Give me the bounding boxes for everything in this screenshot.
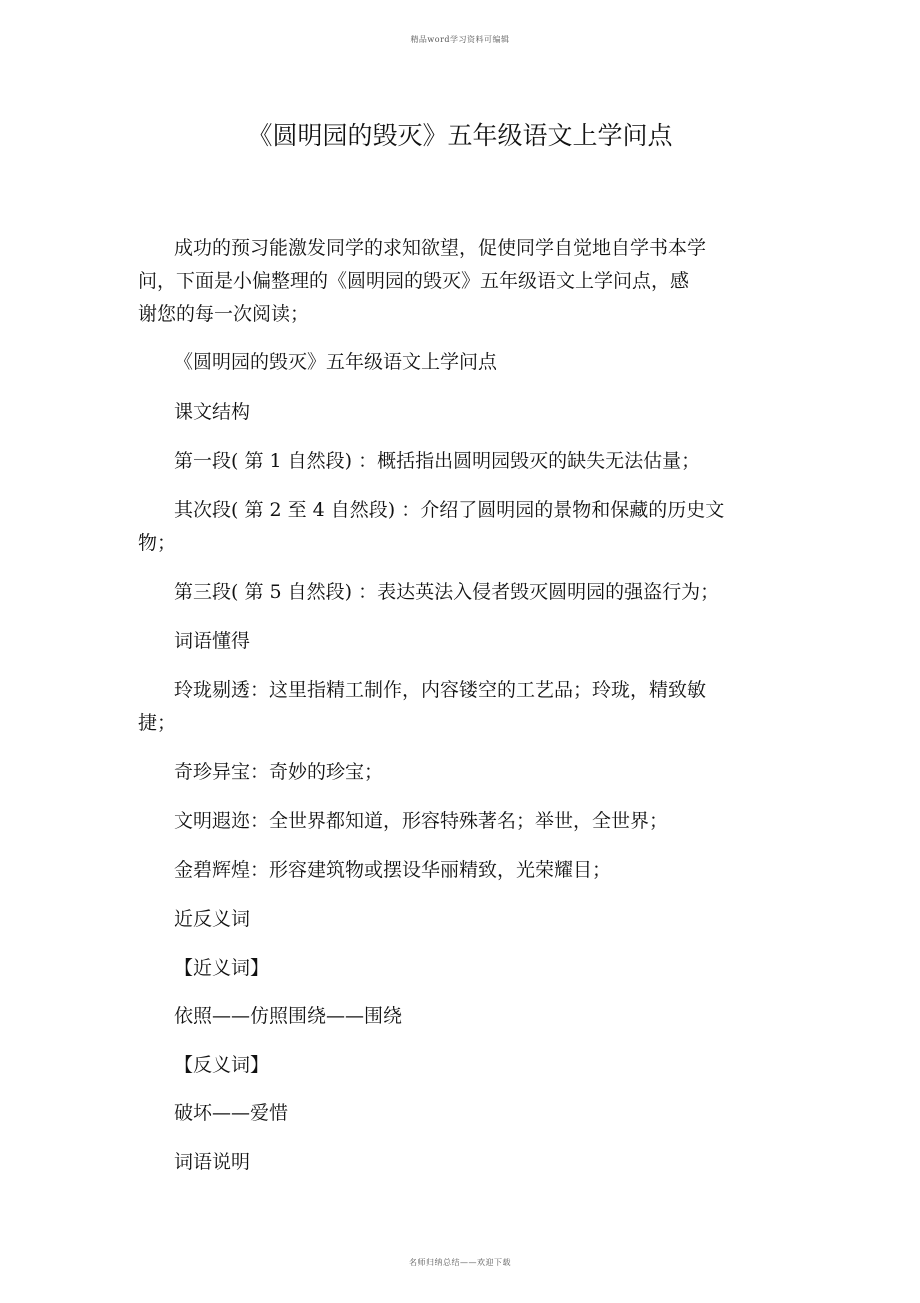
section-3-line: 第三段( 第 5 自然段) ：表达英法入侵者毁灭圆明园的强盗行为； [174,581,720,603]
page-header-note: 精品word学习资料可编辑 [410,35,510,44]
subtitle-line: 《圆明园的毁灭》五年级语文上学问点 [174,351,498,373]
page-footer-note: 名师归纳总结——欢迎下载 [409,1258,511,1267]
vocab-4-line: 金碧辉煌：形容建筑物或摆设华丽精致，光荣耀目； [174,859,612,881]
antonym-heading: 近反义词 [174,908,251,930]
antonym-label: 【反义词】 [174,1054,270,1076]
intro-line-2: 问，下面是小偏整理的《圆明园的毁灭》五年级语文上学问点，感 [138,270,690,292]
intro-line-3: 谢您的每一次阅读； [138,303,310,325]
vocab-2-line: 奇珍异宝：奇妙的珍宝； [174,761,384,783]
intro-line-1: 成功的预习能激发同学的求知欲望，促使同学自觉地自学书本学 [174,237,707,259]
section-2-line-a: 其次段( 第 2 至 4 自然段) ：介绍了圆明园的景物和保藏的历史文 [174,499,725,521]
synonym-pairs: 依照——仿照围绕——围绕 [174,1005,403,1027]
section-2-line-b: 物； [138,532,177,554]
antonym-pairs: 破坏——爱惜 [174,1102,289,1124]
explain-heading: 词语说明 [174,1151,251,1173]
vocab-3-line: 文明遐迩：全世界都知道，形容特殊著名；举世，全世界； [174,810,669,832]
section-1-line: 第一段( 第 1 自然段) ：概括指出圆明园毁灭的缺失无法估量； [174,450,701,472]
vocab-1-line-a: 玲珑剔透：这里指精工制作，内容镂空的工艺品；玲珑，精致敏 [174,679,707,701]
document-title: 《圆明园的毁灭》五年级语文上学问点 [247,121,673,150]
structure-heading: 课文结构 [174,401,251,423]
synonym-label: 【近义词】 [174,957,270,979]
vocab-heading: 词语懂得 [174,630,251,652]
vocab-1-line-b: 捷； [138,712,177,734]
